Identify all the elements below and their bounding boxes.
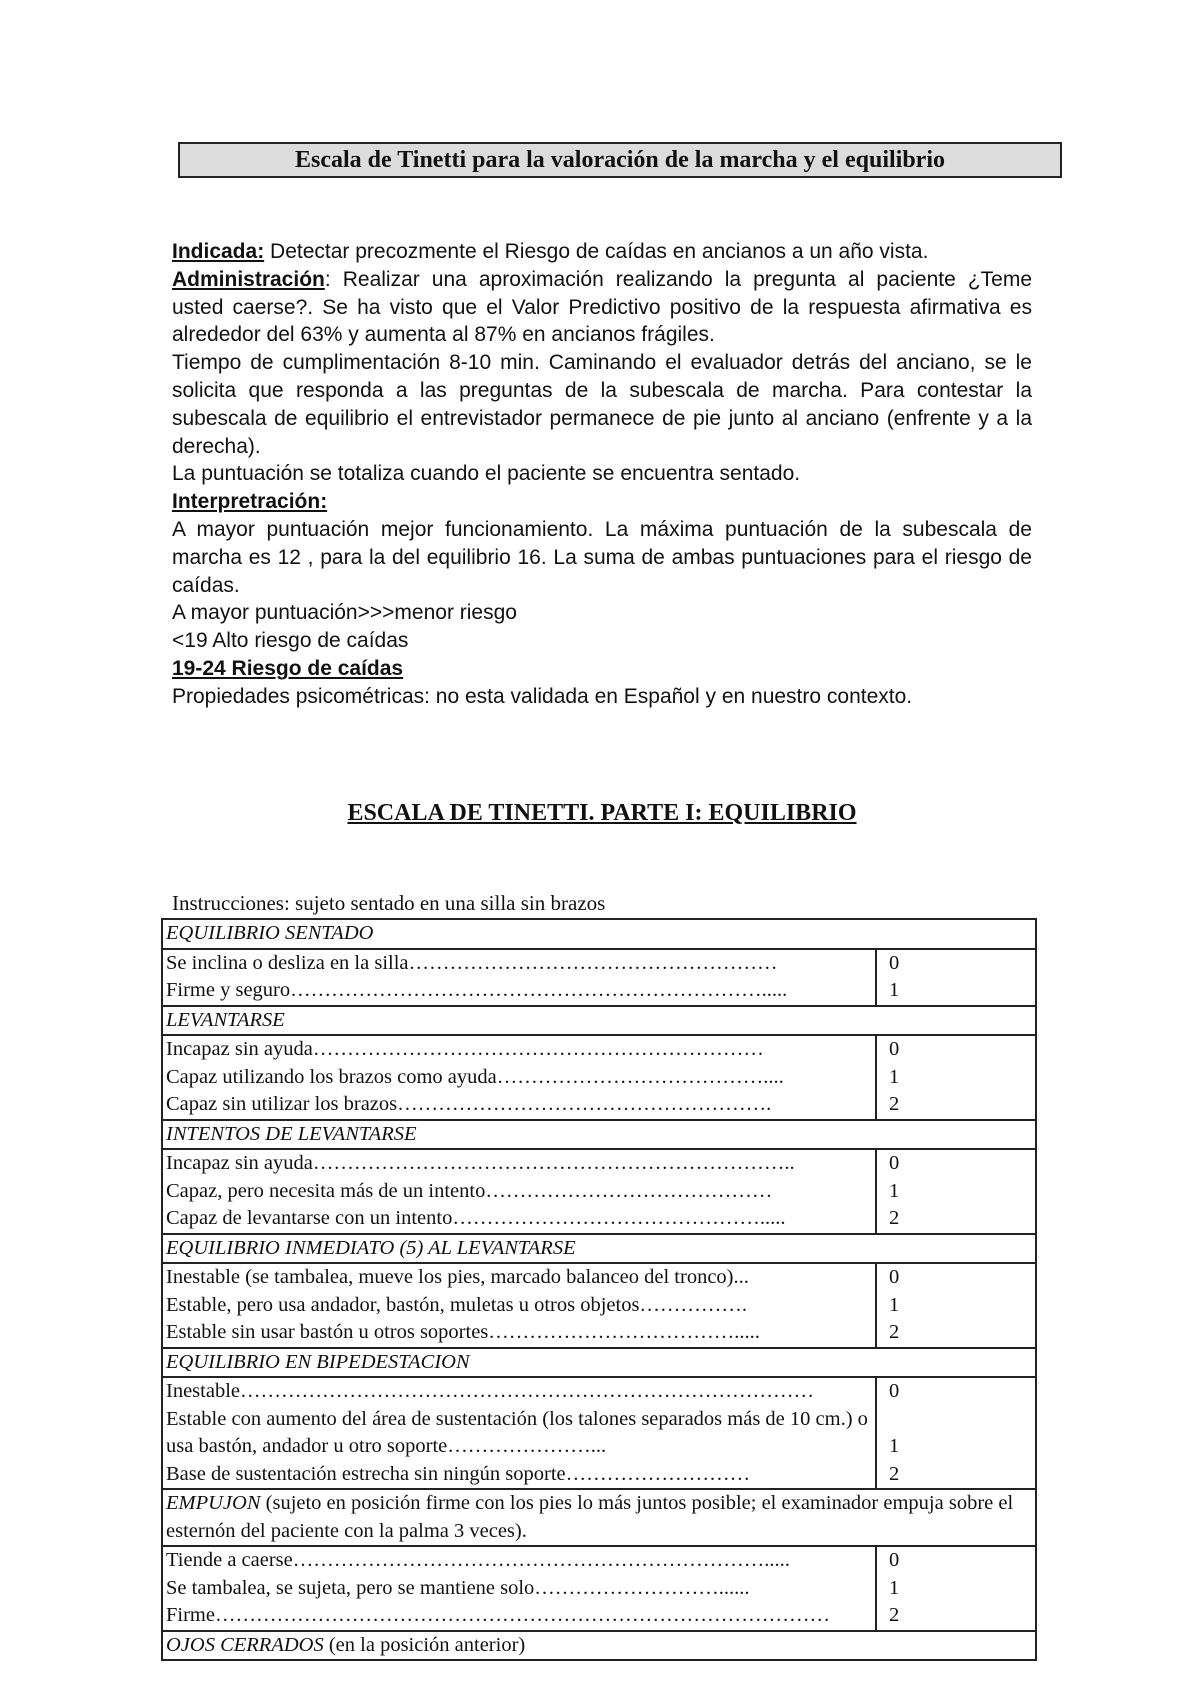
section-items-row <box>162 1263 1036 1348</box>
item-score: 1 <box>889 979 900 1001</box>
section-header-row <box>162 1120 1036 1150</box>
item-text: Firme……………………………………………………………………………… <box>166 1604 830 1626</box>
section-header-row <box>162 1489 1036 1546</box>
items-cell <box>162 1263 876 1348</box>
item-score: 2 <box>889 1207 900 1229</box>
puntuacion-paragraph: La puntuación se totaliza cuando el paciente se encuentra sentado. <box>172 462 801 486</box>
scores-cell <box>876 1149 1036 1234</box>
section-header-title: INTENTOS DE LEVANTARSE <box>166 1122 417 1145</box>
indicada-paragraph <box>172 238 1032 266</box>
scores-cell <box>876 1377 1036 1489</box>
section-items-row <box>162 1377 1036 1489</box>
section-title: ESCALA DE TINETTI. PARTE I: EQUILIBRIO <box>347 800 857 826</box>
item-text: Capaz sin utilizar los brazos………………………………………………. <box>166 1093 772 1115</box>
item-text: Estable sin usar bastón u otros soportes………………………………..... <box>166 1321 760 1343</box>
item-score: 0 <box>889 1038 900 1060</box>
scores-cell <box>876 1546 1036 1631</box>
section-header-title: EQUILIBRIO EN BIPEDESTACION <box>166 1350 470 1373</box>
item-score: 1 <box>889 1065 900 1088</box>
item-score: 2 <box>889 1462 900 1485</box>
item-text: Firme y seguro……………………………………………………………..... <box>166 979 788 1001</box>
propiedades-line: Propiedades psicométricas: no esta validada en Español y en nuestro contexto. <box>172 684 913 708</box>
section-header-title: EMPUJON <box>166 1492 261 1514</box>
items-cell <box>162 1546 876 1631</box>
item-score: 2 <box>889 1093 900 1115</box>
section-header-row <box>162 919 1036 949</box>
item-score: 2 <box>889 1604 900 1626</box>
section-items-row <box>162 1546 1036 1631</box>
section-header <box>162 1348 1036 1378</box>
document-title: Escala de Tinetti para la valoración de la marcha y el equilibrio <box>178 142 1062 178</box>
scores-cell <box>876 1035 1036 1120</box>
equilibrio-table <box>161 918 1037 1661</box>
section-header <box>162 1006 1036 1036</box>
section-header <box>162 1234 1036 1264</box>
section-header-note: (en la posición anterior) <box>323 1633 526 1656</box>
item-text: Capaz utilizando los brazos como ayuda………………………………….... <box>166 1065 784 1088</box>
scores-cell <box>876 1263 1036 1348</box>
administracion-text: : Realizar una aproximación realizando la pregunta al paciente ¿Teme usted caerse?. Se ha visto que el Valor Predictivo positivo de la respuesta afirmativa es alrededor del 63% y aumenta al 87% en ancianos frágiles. <box>172 267 1032 347</box>
instructions-text: Instrucciones: sujeto sentado en una silla sin brazos <box>172 891 606 915</box>
section-items-row <box>162 1149 1036 1234</box>
indicada-label: Indicada: <box>172 240 265 263</box>
item-text: Se tambalea, se sujeta, pero se mantiene solo………………………...... <box>166 1576 750 1599</box>
scores-cell <box>876 949 1036 1006</box>
item-score: 1 <box>889 1576 900 1599</box>
riesgo-line: 19-24 Riesgo de caídas <box>172 656 404 680</box>
item-score: 0 <box>889 1266 900 1288</box>
section-header-title: EQUILIBRIO SENTADO <box>166 922 374 944</box>
section-header <box>162 1120 1036 1150</box>
administracion-label: Administración <box>172 267 325 291</box>
item-text: Estable con aumento del área de sustentación (los talones separados más de 10 cm.) o usa bastón, andador u otro soporte…………………... <box>166 1407 868 1457</box>
item-score: 2 <box>889 1321 900 1343</box>
section-header <box>162 1489 1036 1546</box>
items-cell <box>162 949 876 1006</box>
section-header-note: (sujeto en posición firme con los pies lo más juntos posible; el examinador empuja sobre el esternón del paciente con la palma 3 veces). <box>166 1492 1014 1542</box>
item-text: Incapaz sin ayuda………………………………………………………… <box>166 1038 764 1060</box>
section-header-title: EQUILIBRIO INMEDIATO (5) AL LEVANTARSE <box>166 1236 576 1259</box>
section-items-row <box>162 949 1036 1006</box>
item-score: 0 <box>889 1152 900 1174</box>
tiempo-paragraph: Tiempo de cumplimentación 8-10 min. Caminando el evaluador detrás del anciano, se le solicita que responda a las preguntas de la subescala de marcha. Para contestar la subescala de equilibrio el entrevistador permanece de pie junto al anciano (enfrente y a la derecha). <box>172 351 1032 458</box>
section-header <box>162 919 1036 949</box>
section-header-row <box>162 1631 1036 1661</box>
item-score: 0 <box>889 1549 900 1571</box>
section-header <box>162 1631 1036 1661</box>
section-items-row <box>162 1035 1036 1120</box>
alto-riesgo-line: <19 Alto riesgo de caídas <box>172 629 409 653</box>
section-header-row <box>162 1006 1036 1036</box>
item-score: 1 <box>889 1435 900 1457</box>
item-score: 0 <box>889 951 900 974</box>
items-cell <box>162 1377 876 1489</box>
item-text: Incapaz sin ayuda…………………………………………………………….. <box>166 1152 795 1174</box>
item-text: Capaz de levantarse con un intento………………………………………..... <box>166 1207 786 1229</box>
section-header-title: LEVANTARSE <box>166 1008 285 1031</box>
item-text: Inestable………………………………………………………………………… <box>166 1380 814 1402</box>
item-score: 0 <box>889 1380 900 1402</box>
item-text: Tiende a caerse……………………………………………………………..... <box>166 1549 790 1571</box>
interpretacion-text: A mayor puntuación mejor funcionamiento. La máxima puntuación de la subescala de marcha es 12 , para la del equilibrio 16. La suma de ambas puntuaciones para el riesgo de caídas. <box>172 517 1032 597</box>
interpretacion-label: Interpretración: <box>172 490 328 514</box>
item-text: Base de sustentación estrecha sin ningún soporte……………………… <box>166 1462 751 1485</box>
section-header-row <box>162 1234 1036 1264</box>
items-cell <box>162 1149 876 1234</box>
item-text: Capaz, pero necesita más de un intento…………………………………… <box>166 1179 773 1202</box>
score-spacer <box>889 1406 1032 1434</box>
section-header-row <box>162 1348 1036 1378</box>
items-cell <box>162 1035 876 1120</box>
mayor-puntuacion-line: A mayor puntuación>>>menor riesgo <box>172 601 517 625</box>
item-text: Se inclina o desliza en la silla……………………………………………… <box>166 951 778 974</box>
item-text: Estable, pero usa andador, bastón, muletas u otros objetos……………. <box>166 1293 748 1316</box>
administracion-paragraph <box>172 266 1032 349</box>
item-score: 1 <box>889 1179 900 1202</box>
item-text: Inestable (se tambalea, mueve los pies, marcado balanceo del tronco)... <box>166 1266 749 1288</box>
introduction <box>172 238 1032 711</box>
item-score: 1 <box>889 1293 900 1316</box>
indicada-text: Detectar precozmente el Riesgo de caídas en ancianos a un año vista. <box>264 240 929 263</box>
section-header-title: OJOS CERRADOS <box>166 1633 324 1656</box>
